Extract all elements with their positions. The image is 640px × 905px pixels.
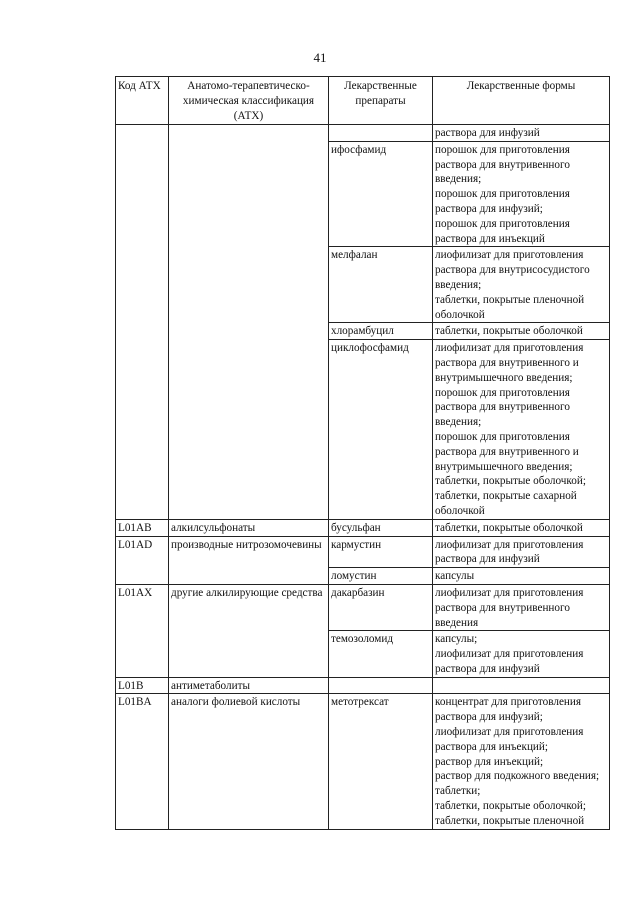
cell-classification: алкилсульфонаты [169,519,329,536]
cell-drug: метотрексат [329,694,433,829]
form-entry: порошок для приготовления раствора для инъекций [435,217,570,245]
cell-forms [433,694,610,829]
form-entry: таблетки, покрытые пленочной [435,814,585,827]
cell-forms [433,247,610,323]
cell-atc-code: L01BA [116,694,169,829]
form-entry: порошок для приготовления раствора для внутривенного введения; [435,386,570,429]
form-entry: таблетки; [435,785,481,798]
cell-drug: кармустин [329,536,433,568]
cell-drug: мелфалан [329,247,433,323]
header-drugs: Лекарственные препараты [329,77,433,125]
cell-atc-code: L01AB [116,519,169,536]
header-code: Код АТХ [116,77,169,125]
form-entry: таблетки, покрытые оболочкой [435,325,583,338]
cell-forms [433,323,610,340]
cell-classification: аналоги фолиевой кислоты [169,694,329,829]
header-forms: Лекарственные формы [433,77,610,125]
form-entry: таблетки, покрытые сахарной оболочкой [435,490,577,517]
table-row [116,584,610,630]
cell-classification: другие алкилирующие средства [169,584,329,677]
table-body [116,125,610,830]
form-entry: лиофилизат для приготовления раствора для внутрисосудистого введения; [435,249,590,291]
form-entry: порошок для приготовления раствора для внутривенного введения; [435,143,570,186]
cell-forms [433,536,610,568]
page-number: 41 [313,50,327,65]
cell-drug: ифосфамид [329,141,433,247]
cell-drug [329,677,433,694]
cell-drug [329,125,433,142]
cell-drug: циклофосфамид [329,340,433,520]
atc-table [115,76,610,830]
form-entry: капсулы; [435,633,478,646]
form-entry: порошок для приготовления раствора для внутривенного и внутримышечного введения; [435,430,579,473]
form-entry: таблетки, покрытые оболочкой; [435,475,586,488]
table-row [116,519,610,536]
cell-forms [433,584,610,630]
table-row [116,677,610,694]
form-entry: лиофилизат для приготовления раствора для внутривенного и внутримышечного введения; [435,342,584,384]
form-entry: таблетки, покрытые оболочкой; [435,800,586,813]
table-row [116,125,610,142]
cell-atc-code: L01B [116,677,169,694]
table-header-row [116,77,610,125]
form-entry: раствора для инфузий [435,127,540,139]
cell-forms [433,340,610,520]
table-row [116,694,610,829]
cell-classification: антиметаболиты [169,677,329,694]
cell-drug: темозоломид [329,631,433,677]
form-entry: раствор для инъекций; [435,755,544,768]
form-entry: лиофилизат для приготовления раствора для внутривенного введения [435,586,584,629]
form-entry: лиофилизат для приготовления раствора для инфузий [435,648,584,675]
form-entry: таблетки, покрытые пленочной оболочкой [435,293,585,321]
cell-forms [433,631,610,677]
cell-classification: производные нитрозомочевины [169,536,329,584]
form-entry: лиофилизат для приготовления раствора для инфузий [435,538,584,566]
cell-atc-code: L01AD [116,536,169,584]
cell-atc-code: L01AX [116,584,169,677]
cell-forms [433,141,610,247]
table-row [116,536,610,568]
header-classification: Анатомо-терапевтическо-химическая классификация (АТХ) [169,77,329,125]
cell-drug: ломустин [329,568,433,585]
cell-classification [169,125,329,520]
cell-forms [433,125,610,142]
cell-drug: дакарбазин [329,584,433,630]
cell-forms [433,677,610,694]
form-entry: раствор для подкожного введения; [435,770,600,783]
cell-atc-code [116,125,169,520]
form-entry: концентрат для приготовления раствора для инфузий; [435,696,582,724]
form-entry: капсулы [435,570,475,583]
form-entry: порошок для приготовления раствора для инфузий; [435,188,570,215]
cell-forms [433,568,610,585]
form-entry: таблетки, покрытые оболочкой [435,521,583,534]
form-entry: лиофилизат для приготовления раствора для инъекций; [435,726,584,753]
cell-forms [433,519,610,536]
cell-drug: хлорамбуцил [329,323,433,340]
cell-drug: бусульфан [329,519,433,536]
